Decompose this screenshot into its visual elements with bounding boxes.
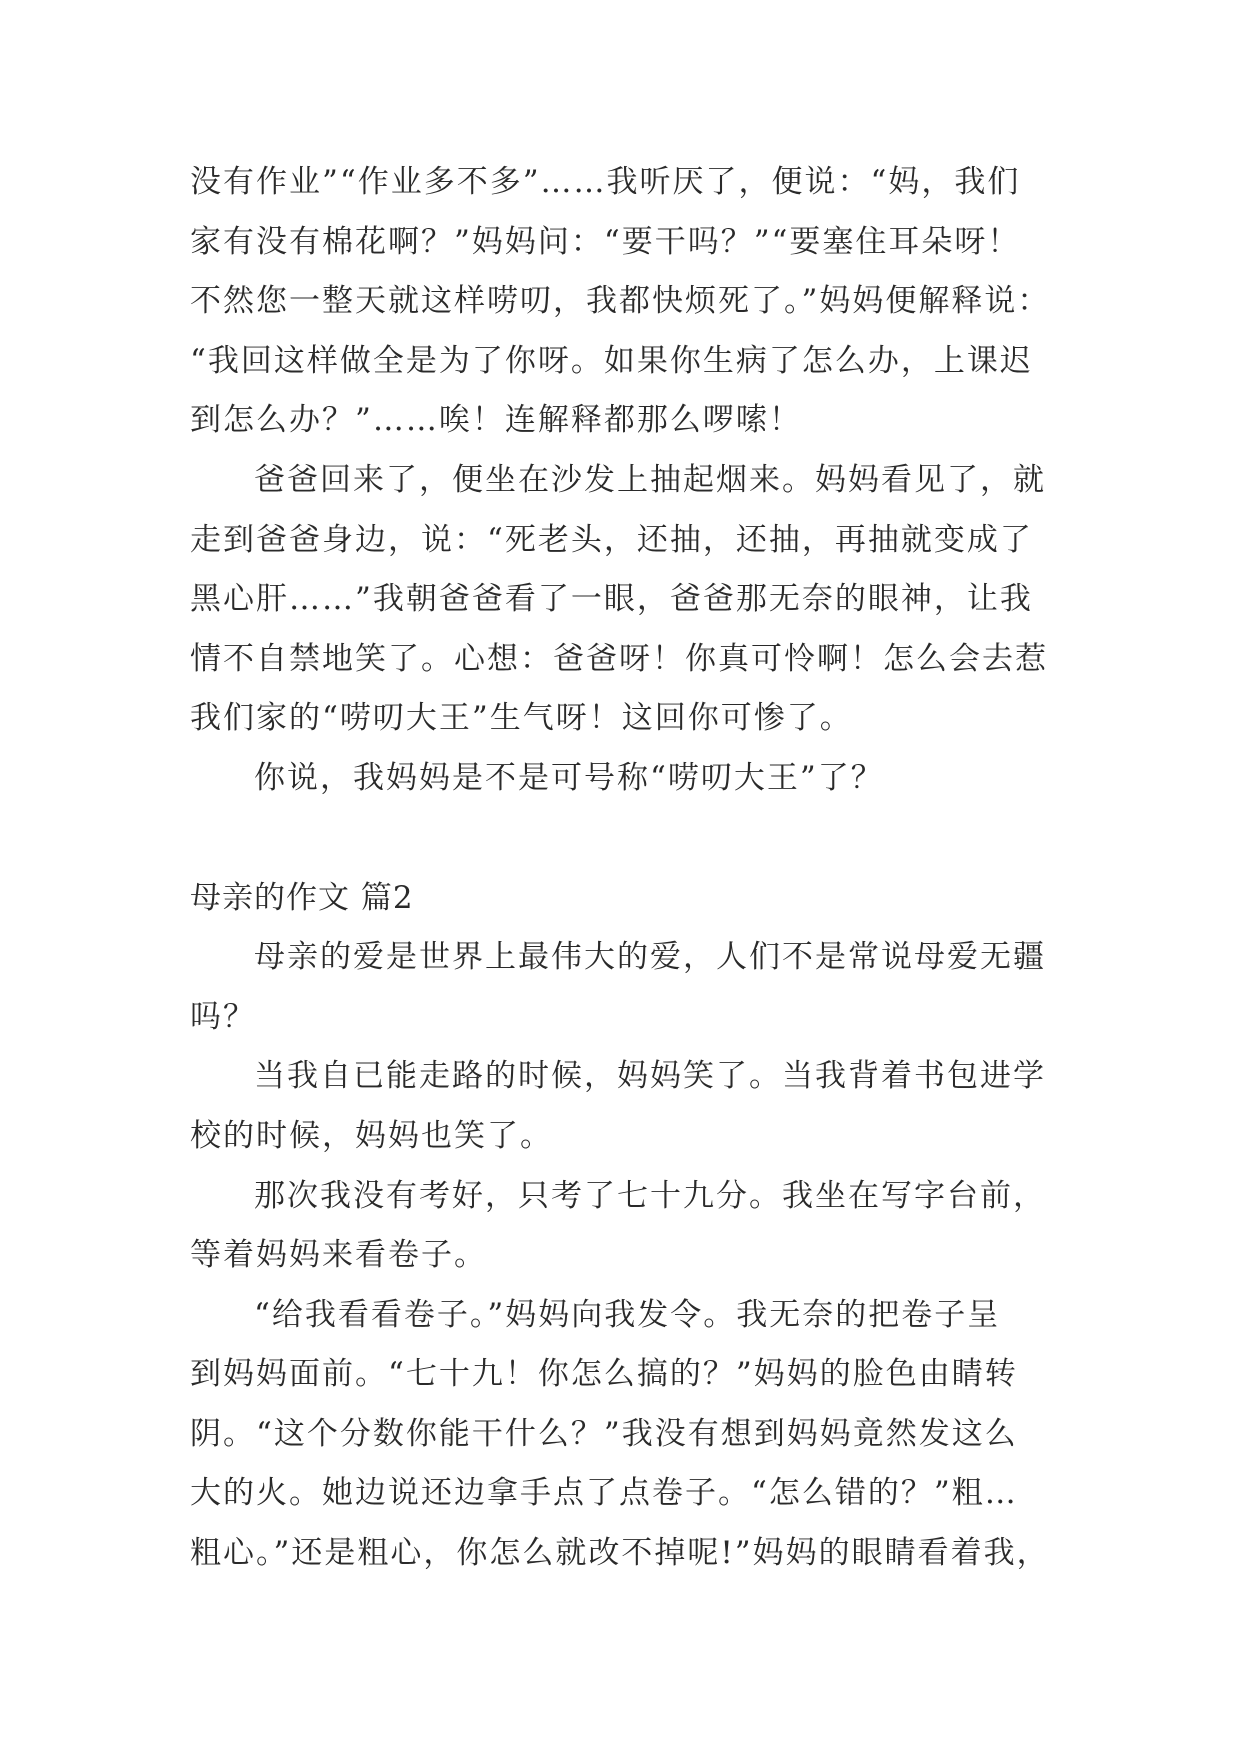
text-line: 当我自已能走路的时候，妈妈笑了。当我背着书包进学: [254, 1058, 1046, 1095]
text-line: 校的时候，妈妈也笑了。: [190, 1117, 553, 1154]
text-line: 到怎么办？”……唉！连解释都那么啰嗦！: [190, 402, 802, 439]
document-body: [190, 153, 1080, 1584]
text-line: 不然您一整天就这样唠叨，我都快烦死了。”妈妈便解释说：: [190, 283, 1051, 320]
text-line: 情不自禁地笑了。心想：爸爸呀！你真可怜啊！怎么会去惹: [190, 640, 1048, 677]
text-line: 吗？: [190, 998, 256, 1035]
paragraph-conclusion: [190, 749, 1080, 809]
text-line: 走到爸爸身边，说：“死老头，还抽，还抽，再抽就变成了: [190, 521, 1033, 558]
text-line: “我回这样做全是为了你呀。如果你生病了怎么办，上课迟: [190, 342, 1033, 379]
text-line: 你说，我妈妈是不是可号称“唠叨大王”了？: [254, 759, 884, 796]
paragraph-father: [190, 451, 1080, 749]
text-line: 母亲的爱是世界上最伟大的爱，人们不是常说母爱无疆: [254, 939, 1046, 976]
text-line: 爸爸回来了，便坐在沙发上抽起烟来。妈妈看见了，就: [254, 461, 1046, 498]
paragraph-continuation: [190, 153, 1080, 451]
text-line: 等着妈妈来看卷子。: [190, 1237, 487, 1274]
paragraph-mother-love: [190, 928, 1080, 1047]
text-line: 黑心肝……”我朝爸爸看了一眼，爸爸那无奈的眼神，让我: [190, 581, 1033, 618]
paragraph-first-steps: [190, 1047, 1080, 1166]
text-line: 没有作业”“作业多不多”……我听厌了，便说：“妈，我们: [190, 164, 1021, 200]
text-line: 大的火。她边说还边拿手点了点卷子。“怎么错的？”粗…: [190, 1475, 1018, 1512]
text-line: 那次我没有考好，只考了七十九分。我坐在写字台前，: [254, 1177, 1046, 1214]
text-line: 我们家的“唠叨大王”生气呀！这回你可惨了。: [190, 700, 853, 737]
text-line: 到妈妈面前。“七十九！你怎么搞的？”妈妈的脸色由睛转: [190, 1356, 1018, 1393]
text-line: “给我看看卷子。”妈妈向我发令。我无奈的把卷子呈: [254, 1296, 1001, 1333]
paragraph-exam: [190, 1167, 1080, 1286]
text-line: 粗心。”还是粗心，你怎么就改不掉呢!”妈妈的眼睛看着我，: [190, 1535, 1050, 1572]
text-line: 家有没有棉花啊？”妈妈问：“要干吗？”“要塞住耳朵呀！: [190, 223, 1021, 260]
text-line: 阴。“这个分数你能干什么？”我没有想到妈妈竟然发这么: [190, 1415, 1018, 1452]
paragraph-test-paper: [190, 1286, 1080, 1584]
section-title: 母亲的作文 篇2: [190, 879, 414, 916]
section-spacer: [190, 809, 1080, 869]
